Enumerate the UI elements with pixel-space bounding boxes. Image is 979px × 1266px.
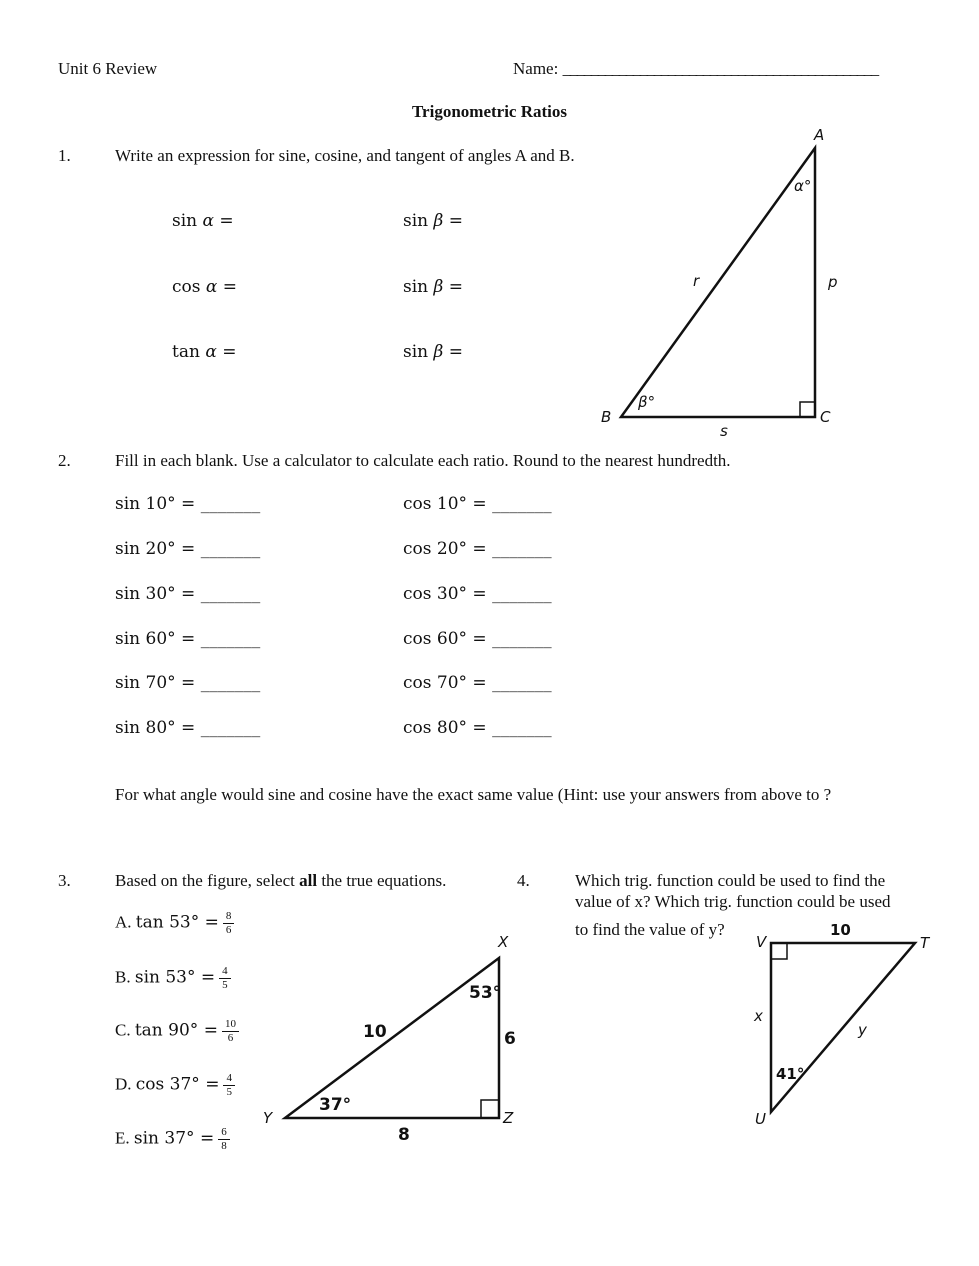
vertex-a: A [814, 126, 825, 144]
fn: cos [172, 277, 201, 297]
numerator: 8 [223, 910, 235, 924]
side-y: y [858, 1021, 867, 1039]
option-expr: sin 53° = [134, 967, 216, 988]
option-fraction [223, 1072, 235, 1099]
q4-number: 4. [517, 871, 530, 890]
q3-prompt-after: the true equations. [317, 871, 447, 890]
q3-option-c[interactable] [115, 1018, 239, 1045]
denominator: 6 [227, 1032, 234, 1044]
option-fraction [223, 910, 235, 937]
angle-u: 41° [776, 1065, 805, 1083]
option-letter: B. [115, 967, 131, 987]
eq: = [219, 211, 234, 231]
q2-sin-20[interactable]: sin 20° = _______ [115, 539, 261, 559]
q2-cos-20[interactable]: cos 20° = _______ [403, 539, 552, 559]
angle-x: 53° [469, 983, 502, 1003]
vertex-z: Z [503, 1109, 514, 1127]
q1-number: 1. [58, 146, 71, 165]
q3-triangle-figure [270, 945, 520, 1135]
var: β [433, 277, 444, 297]
q2-followup: For what angle would sine and cosine have the exact same value (Hint: use your answers from above to ? [115, 785, 832, 804]
option-letter: E. [115, 1128, 130, 1148]
angle-y: 37° [319, 1095, 352, 1115]
q2-sin-80[interactable]: sin 80° = _______ [115, 718, 261, 738]
q2-cos-60[interactable]: cos 60° = _______ [403, 629, 552, 649]
var: α [205, 277, 218, 297]
option-letter: A. [115, 912, 132, 932]
option-letter: D. [115, 1074, 132, 1094]
q4-line-2: value of x? Which trig. function could be used [575, 892, 891, 911]
name-label [513, 59, 878, 79]
triangle-xyz [285, 958, 502, 1118]
top-length: 10 [830, 921, 851, 939]
vertex-u: U [755, 1110, 766, 1128]
q1-sin-beta-2 [403, 277, 463, 297]
option-expr: tan 90° = [134, 1020, 218, 1041]
option-expr: tan 53° = [135, 912, 219, 933]
q2-sin-10[interactable]: sin 10° = _______ [115, 494, 261, 514]
base-length: 8 [398, 1125, 410, 1145]
vertex-c: C [820, 408, 831, 426]
q2-cos-80[interactable]: cos 80° = _______ [403, 718, 552, 738]
vertex-t: T [920, 934, 930, 952]
vertex-x: X [498, 933, 509, 951]
eq: = [222, 277, 238, 297]
fn: sin [403, 277, 429, 297]
q2-sin-70[interactable]: sin 70° = _______ [115, 673, 261, 693]
numerator: 6 [218, 1126, 230, 1140]
var: β [433, 342, 444, 362]
vertex-v: V [756, 933, 767, 951]
numerator: 10 [222, 1018, 239, 1032]
q1-sin-beta-1 [403, 211, 463, 231]
q3-option-a[interactable] [115, 910, 234, 937]
q1-cos-alpha [172, 277, 237, 297]
var: β [433, 211, 444, 231]
vertical-length: 6 [504, 1029, 516, 1049]
var: α [205, 342, 217, 362]
angle-alpha: α° [794, 177, 812, 195]
q2-prompt: Fill in each blank. Use a calculator to calculate each ratio. Round to the nearest hundredth. [115, 451, 731, 470]
q2-sin-60[interactable]: sin 60° = _______ [115, 629, 261, 649]
q2-cos-30[interactable]: cos 30° = _______ [403, 584, 552, 604]
q3-prompt [115, 871, 446, 891]
fn: sin [403, 342, 429, 362]
eq: = [448, 342, 464, 362]
fn: sin [403, 211, 429, 231]
q3-number: 3. [58, 871, 71, 890]
q1-sin-beta-3 [403, 342, 463, 362]
side-r: r [693, 272, 700, 290]
var: α [202, 211, 215, 231]
option-fraction [218, 1126, 230, 1153]
q3-option-b[interactable] [115, 965, 231, 992]
right-angle-marker [481, 1100, 499, 1118]
denominator: 6 [225, 924, 232, 936]
triangle-vtu [771, 943, 915, 1112]
hyp-length: 10 [363, 1022, 387, 1042]
side-p: p [828, 273, 838, 291]
q3-option-e[interactable] [115, 1126, 230, 1153]
q3-prompt-bold: all [299, 871, 318, 890]
denominator: 8 [221, 1140, 227, 1152]
q3-option-d[interactable] [115, 1072, 235, 1099]
denominator: 5 [222, 979, 228, 991]
vertex-y: Y [263, 1109, 273, 1127]
side-x: x [754, 1007, 763, 1025]
fn: tan [172, 342, 200, 362]
vertex-b: B [601, 408, 612, 426]
eq: = [222, 342, 237, 362]
fn: sin [172, 211, 198, 231]
eq: = [448, 277, 464, 297]
triangle-abc [621, 148, 815, 417]
option-letter: C. [115, 1020, 131, 1040]
q1-sin-alpha [172, 211, 234, 231]
q2-cos-70[interactable]: cos 70° = _______ [403, 673, 552, 693]
q1-triangle-figure [590, 120, 850, 445]
side-s: s [720, 422, 728, 440]
option-fraction [219, 965, 231, 992]
q3-prompt-before: Based on the figure, select [115, 871, 300, 890]
angle-beta: β° [638, 393, 656, 411]
option-fraction [222, 1018, 239, 1045]
option-expr: sin 37° = [133, 1128, 215, 1149]
q2-cos-10[interactable]: cos 10° = _______ [403, 494, 552, 514]
denominator: 5 [226, 1086, 232, 1098]
q2-sin-30[interactable]: sin 30° = _______ [115, 584, 261, 604]
name-label-text: Name: [513, 59, 559, 78]
name-field[interactable]: _____________________________________________ [562, 59, 878, 78]
right-angle-marker [771, 943, 787, 959]
q1-tan-alpha [172, 342, 236, 362]
page-title: Trigonometric Ratios [411, 102, 567, 121]
right-angle-marker [800, 402, 815, 417]
q4-line-3: to find the value of y? [575, 920, 725, 939]
q4-line-1: Which trig. function could be used to find the [575, 871, 886, 890]
eq: = [448, 211, 464, 231]
numerator: 4 [223, 1072, 235, 1086]
q4-triangle-figure [760, 935, 925, 1120]
option-expr: cos 37° = [135, 1074, 220, 1095]
unit-label: Unit 6 Review [58, 59, 158, 78]
numerator: 4 [219, 965, 231, 979]
q2-number: 2. [58, 451, 71, 470]
q1-prompt: Write an expression for sine, cosine, and tangent of angles A and B. [115, 146, 575, 165]
